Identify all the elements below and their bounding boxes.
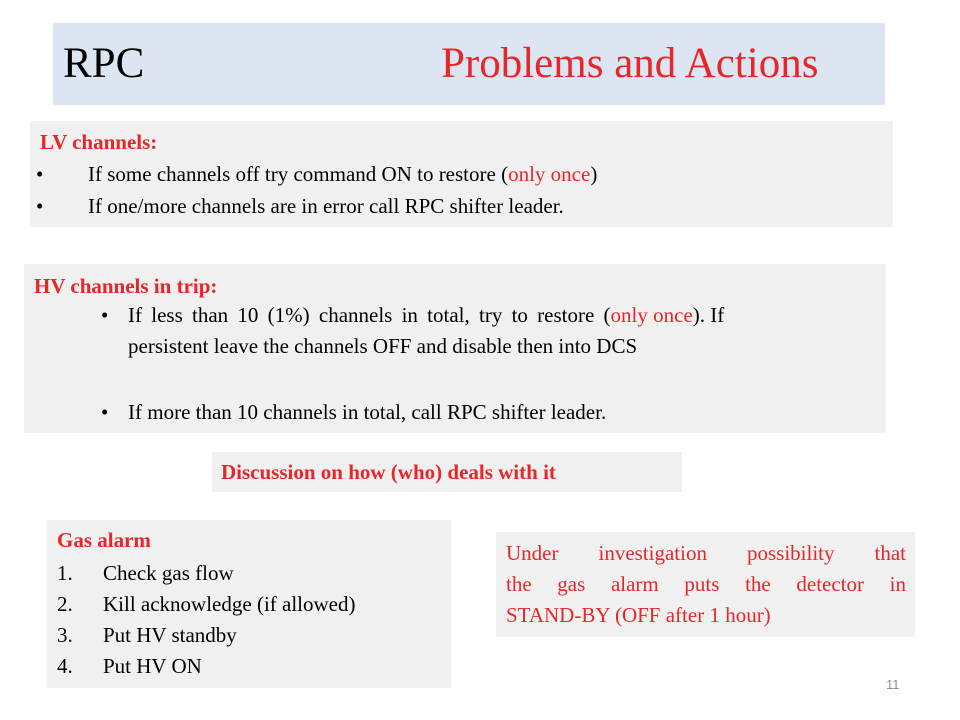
list-item-text: Put HV standby <box>103 623 237 647</box>
hv-channels-box <box>24 264 886 433</box>
title-bar <box>53 23 885 105</box>
gas-heading: Gas alarm <box>57 528 151 552</box>
bullet-icon: • <box>36 194 44 218</box>
hv-item-1-line-1 <box>128 300 877 331</box>
list-item-number: 1. <box>57 561 73 585</box>
hv-item-1-end: ). If <box>692 303 725 327</box>
hv-item-2: If more than 10 channels in total, call RPC shifter leader. <box>128 400 607 424</box>
hv-item-1-line-2: persistent leave the channels OFF and disable then into DCS <box>128 334 638 358</box>
lv-item-1-red: only once <box>508 162 591 186</box>
hv-heading: HV channels in trip: <box>34 274 218 298</box>
title-problems-actions: Problems and Actions <box>441 40 819 87</box>
hv-item-1-red: only once <box>610 303 693 327</box>
list-item-number: 4. <box>57 654 73 678</box>
lv-heading: LV channels: <box>40 130 158 154</box>
lv-channels-box <box>30 121 893 227</box>
list-item-text: Put HV ON <box>103 654 202 678</box>
page-number: 11 <box>886 677 900 692</box>
lv-item-1-text: If some channels off try command ON to restore ( <box>88 162 509 186</box>
note-line-1: Under investigation possibility that <box>506 541 906 565</box>
lv-item-2-text: If one/more channels are in error call RPC shifter leader. <box>88 194 564 218</box>
list-item-number: 2. <box>57 592 73 616</box>
gas-alarm-box <box>47 520 451 688</box>
list-item-number: 3. <box>57 623 73 647</box>
note-line-3: STAND-BY (OFF after 1 hour) <box>506 603 771 627</box>
list-item-text: Check gas flow <box>103 561 234 585</box>
bullet-icon: • <box>36 162 44 186</box>
title-rpc: RPC <box>63 40 145 87</box>
note-line-2: the gas alarm puts the detector in <box>506 572 906 596</box>
hv-item-1-text: If less than 10 (1%) channels in total, try to restore ( <box>128 303 611 327</box>
investigation-note-box <box>496 532 915 637</box>
lv-item-1-end: ) <box>590 162 598 186</box>
bullet-icon: • <box>101 303 109 327</box>
discussion-box <box>212 452 682 492</box>
bullet-icon: • <box>101 400 109 424</box>
discussion-text: Discussion on how (who) deals with it <box>221 460 556 484</box>
list-item-text: Kill acknowledge (if allowed) <box>103 592 356 616</box>
